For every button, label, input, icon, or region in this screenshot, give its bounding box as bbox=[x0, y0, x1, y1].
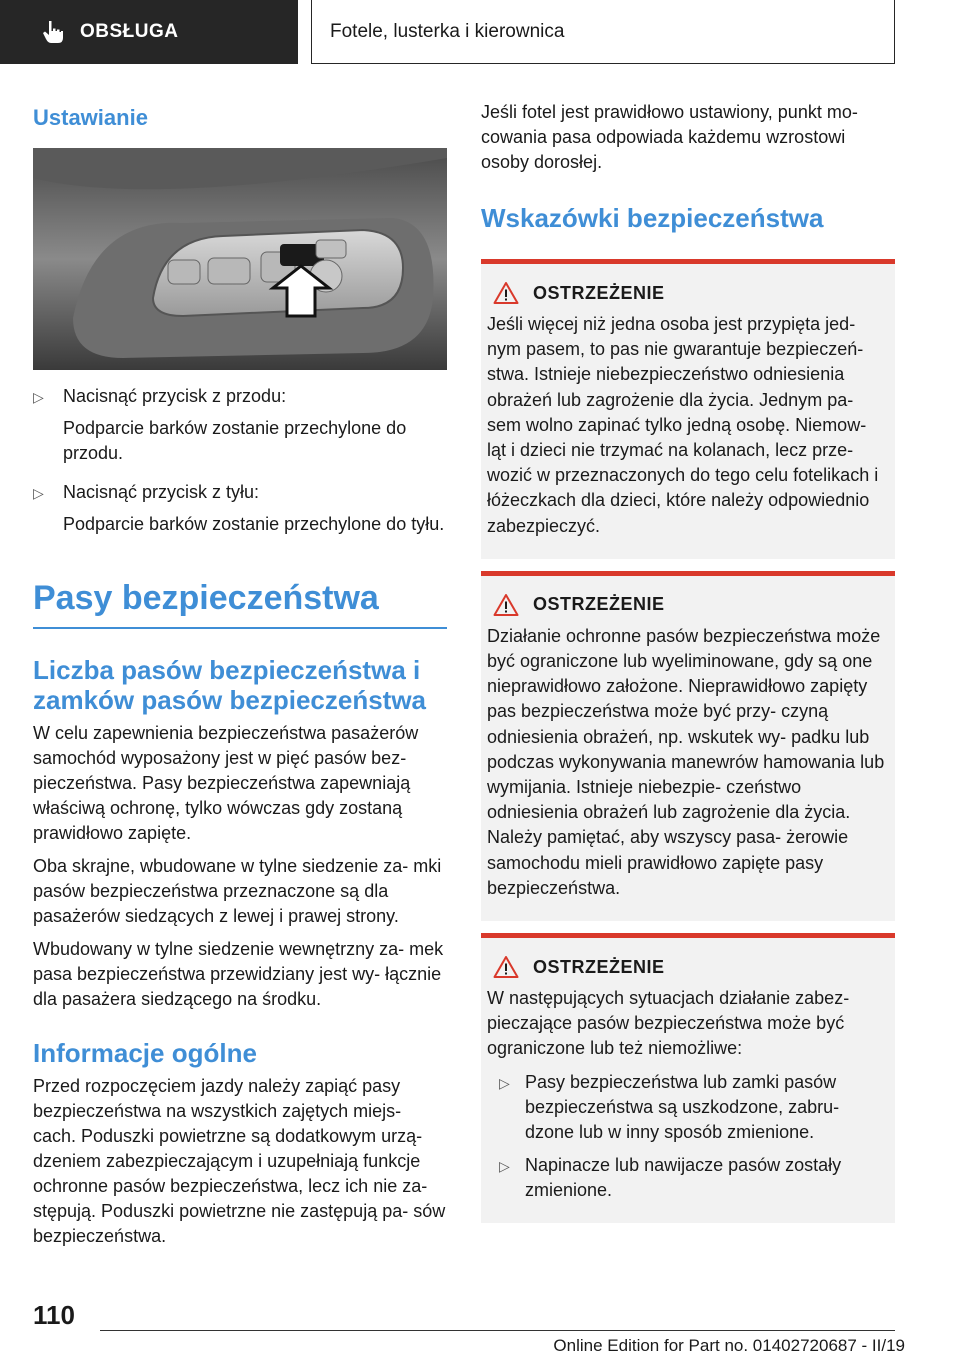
right-column bbox=[481, 100, 895, 1223]
section-title: Pasy bezpieczeństwa bbox=[33, 577, 447, 629]
list-item bbox=[33, 384, 447, 410]
warning-box bbox=[481, 933, 895, 1223]
list-item-label: Pasy bezpieczeństwa lub zamki pasów bezpieczeństwa są uszkodzone, zabru- dzone lub w inny sposób zmienione. bbox=[525, 1071, 840, 1142]
triangle-bullet-icon: ▷ bbox=[33, 389, 44, 405]
list-item-description: Podparcie barków zostanie przechylone do przodu. bbox=[63, 418, 407, 463]
triangle-bullet-icon: ▷ bbox=[33, 485, 44, 501]
paragraph: Jeśli fotel jest prawidłowo ustawiony, punkt mo- cowania pasa odpowiada każdemu wzrostowi osoby dorosłej. bbox=[481, 102, 858, 172]
warning-triangle-icon bbox=[493, 281, 519, 305]
paragraph: Oba skrajne, wbudowane w tylne siedzenie za- mki pasów bezpieczeństwa przeznaczone są dla pasażerów siedzących z lewej i prawej strony. bbox=[33, 856, 442, 926]
warning-title: OSTRZEŻENIE bbox=[533, 282, 665, 303]
list-item bbox=[33, 480, 447, 506]
warning-text: Działanie ochronne pasów bezpieczeństwa może być ograniczone lub wyeliminowane, gdy są one nieprawidłowo założone. Nieprawidłowo zapięty pas bezpieczeństwa może być przy- czyną odniesienia obrażeń, np. wskutek wy- padku lub podczas wykonywania manewrów hamowania lub wymijania. Istnieje niebezpie- czeństwo odniesienia obrażeń lub zagrożenie dla życia. Należy pamiętać, aby wszyscy pasa- żerowie samochodu mieli prawidłowo zapięte pasy bezpieczeństwa. bbox=[487, 625, 885, 898]
list-item-label: Nacisnąć przycisk z przodu: bbox=[63, 386, 287, 406]
triangle-bullet-icon: ▷ bbox=[499, 1157, 510, 1174]
warning-triangle-icon bbox=[493, 593, 519, 617]
section-tab bbox=[0, 0, 298, 64]
paragraph: Wbudowany w tylne siedzenie wewnętrzny za- mek pasa bezpieczeństwa przewidziany jest wy- łącznie dla pasażera siedzącego na środku. bbox=[33, 939, 444, 1009]
hand-pointer-icon bbox=[40, 19, 66, 45]
paragraph: W celu zapewnienia bezpieczeństwa pasażerów samochód wyposażony jest w pięć pasów bez- pieczeństwa. Pasy bezpieczeństwa zapewniają właściwą ochronę, tylko wówczas gdy zostaną prawidłowo zapięte. bbox=[33, 723, 419, 843]
section-tab-label: OBSŁUGA bbox=[80, 21, 179, 42]
warning-title: OSTRZEŻENIE bbox=[533, 594, 665, 615]
heading-liczba-pasow: Liczba pasów bezpieczeństwa i zamków pasów bezpieczeństwa bbox=[33, 655, 427, 715]
warning-box bbox=[481, 571, 895, 921]
seat-switch-photo bbox=[33, 148, 447, 370]
heading-informacje: Informacje ogólne bbox=[33, 1038, 257, 1068]
list-item bbox=[487, 1070, 887, 1145]
warning-triangle-icon bbox=[493, 955, 519, 979]
heading-wskazowki: Wskazówki bezpieczeństwa bbox=[481, 203, 824, 233]
list-item-label: Nacisnąć przycisk z tyłu: bbox=[63, 482, 260, 502]
list-item-description: Podparcie barków zostanie przechylone do tyłu. bbox=[63, 514, 445, 534]
list-item bbox=[487, 1153, 887, 1203]
left-column bbox=[33, 100, 447, 1249]
warning-text: Jeśli więcej niż jedna osoba jest przypięta jed- nym pasem, to pas nie gwarantuje bezpieczeń- stwa. Istnieje niebezpieczeństwo odniesienia obrażeń lub zagrożenie dla życia. Jednym pa- sem wolno zapinać tylko jedną osobę. Niemow- ląt i dzieci nie trzymać na kolanach, lecz prze- wozić w przeznaczonych do tego celu fotelikach i łóżeczkach dla dzieci, które należy odpowiednio zabezpieczyć. bbox=[487, 314, 879, 536]
warning-box bbox=[481, 259, 895, 559]
triangle-bullet-icon: ▷ bbox=[499, 1074, 510, 1091]
list-item-label: Napinacze lub nawijacze pasów zostały zmienione. bbox=[525, 1154, 842, 1200]
paragraph: Przed rozpoczęciem jazdy należy zapiąć pasy bezpieczeństwa na wszystkich zajętych miejs- cach. Poduszki powietrzne są dodatkowym urzą- dzeniem zabezpieczającym i uzupełniają funkcje ochronne pasów bezpieczeństwa, lecz ich nie za- stępują. Poduszki powietrzne nie zastępują pa- sów bezpieczeństwa. bbox=[33, 1076, 446, 1246]
chapter-title: Fotele, lusterka i kierownica bbox=[311, 0, 895, 64]
warning-title: OSTRZEŻENIE bbox=[533, 956, 665, 977]
heading-ustawianie: Ustawianie bbox=[33, 105, 148, 130]
footer-edition: Online Edition for Part no. 01402720687 - II/19 bbox=[553, 1336, 905, 1355]
footer-divider bbox=[100, 1330, 895, 1331]
page-number: 110 bbox=[33, 1300, 75, 1330]
warning-text: W następujących sytuacjach działanie zabez- pieczające pasów bezpieczeństwa może być ograniczone lub też niemożliwe: bbox=[487, 988, 850, 1059]
